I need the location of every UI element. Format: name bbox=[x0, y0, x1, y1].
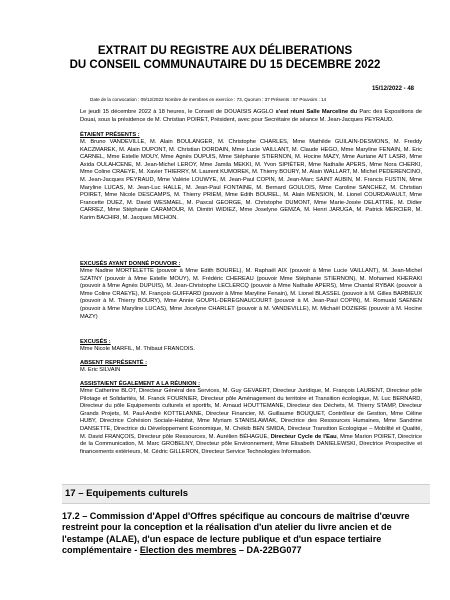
agenda-section-bar bbox=[62, 484, 430, 504]
document-title-line2: DU CONSEIL COMMUNAUTAIRE DU 15 DECEMBRE 2022 bbox=[69, 59, 381, 71]
presents-heading: ÉTAIENT PRÉSENTS : bbox=[80, 132, 140, 138]
convocation-meta: Date de la convocation : 09/12/2022 Nombre de membres en exercice : 73, Quorum : 37 Présents : 57 Pouvoirs : 14 bbox=[90, 97, 327, 102]
intro-paragraph bbox=[80, 109, 422, 124]
intro-text-start: Le jeudi 15 décembre 2022 à 18 heures, le Conseil de DOUAISIS AGGLO bbox=[80, 109, 274, 115]
document-title-line1: EXTRAIT DU REGISTRE AUX DÉLIBERATIONS bbox=[97, 45, 353, 57]
excuses-list: Mme Nicole MARFIL, M. Thibaut FRANCOIS. bbox=[80, 346, 195, 352]
agenda-item-title bbox=[62, 511, 430, 556]
assistaient-list bbox=[80, 388, 422, 456]
agenda-item-code: – DA-22BG077 bbox=[236, 544, 302, 555]
assistaient-heading: ASSISTAIENT ÉGALEMENT A LA RÉUNION : bbox=[80, 381, 200, 387]
excuses-heading: EXCUSÉS : bbox=[80, 339, 111, 345]
pouvoirs-heading: EXCUSÉS AYANT DONNÉ POUVOIR : bbox=[80, 261, 181, 267]
agenda-item-text: 17.2 – Commission d'Appel d'Offres spécifique au concours de maîtrise d'œuvre restreint pour la conception et la réalisation d'un atelier du livre ancien et de l'estampe (ALAE), d'un espace de lecture publique et d'un espace tertiaire complémentaire - bbox=[62, 511, 410, 555]
intro-text-bold: s'est réuni Salle Marceline du bbox=[275, 109, 358, 115]
agenda-section-title: 17 – Equipements culturels bbox=[65, 488, 189, 499]
assistaient-text-start: Mme Catherine BLOT, Directeur Général des Services, M. Guy GEVAERT, Directeur Juridique, M. François LAURENT, Directeur pôle Pilotage et Solidarités, M. Franck FOURNIER, Directeur pôle Aménagement du territoire et Transition écologique, M. Luc BERNARD, Directeur du pôle Equipements culturels et sportifs, M. Arnaud HOUTTEMANE, Directeur des Déchets, M. Thierry STAMP, Directeur Grands Projets, M. Paul-André KOTTELANNE, Directeur Financier, M. Guillaume BOUQUET, Contrôleur de Gestion, Mme Céline HUBY, Directrice Cohésion Sociale-Habitat, Mme Myriam STANISLAWIAK, Directrice des Ressources Humaines, Mme Sandrine DANSETTE, Directrice du Développement Economique, M. Chékib BEN SMIDA, Directeur Transition Ecologique – Mobilité et Qualité, M. David FRANÇOIS, Directeur pôle Ressources, M. Aurélien BÉHAGUE, bbox=[80, 388, 422, 440]
presents-list: M. Bruno VANDEVILLE, M. Alain BOULANGER, M. Christophe CHARLES, Mme Mathilde GUILAIN-DESMONS, M. Freddy KACZMAREK, M. Alain DUPONT, M. Christian DORDAIN, Mme Lucie VAILLANT, M. Claude HEGO, Mme Maryline FENAIN, M. Eric CARNEL, Mme Estelle MOUY, Mme Agnès DUPUIS, Mme Stéphanie STIERNON, M. Hocine MAZY, Mme Auriane AIT LASRI, Mme Axida OULAHCENE, M. Jean-Michel LEROY, Mme Jamila MEKKI, M. Yvon SIPIÉTER, Mme Nathalie APERS, Mme Nora CHERKI, Mme Coline CRAEYE, M. Xavier THIERRY, M. Laurent KUMOREK, M. Thierry BOURY, M. Alain WALLART, M. Michel PEDERENCINO, M. Jean-Jacques PEYRAUD, Mme Valérie LOUWYE, M. Jean-Paul COPIN, M. Jean-Marc SAINT AUBIN, M. Francis FUSTIN, Mme Maryline LUCAS, M. Jean-Luc HALLE, M. Jean-Paul FONTAINE, M. Bernard GOULOIS, Mme Caroline SANCHEZ, M. Christian POIRET, Mme Nicole DESCAMPS, M. Thierry PRIEM, Mme Edith BOUREL, M. Alain MENSION, M. Lionel COURDAVAULT, Mme Francette DUEZ, M. David WESMAEL, M. Pascal GEORGE, M. Christophe DUMONT, Mme Marie-Josée DELATTRE, M. Didier CARREZ, Mme Stéphanie CARAMOUR, M. Dimitri WIDIEZ, Mme Joselyne GEMZA, M. Henri JARUGA, M. Patrick MERCIER, M. Karim BACHIRI, M. Jacques MICHON. bbox=[80, 139, 422, 221]
agenda-item-underlined: Election des membres bbox=[139, 544, 237, 555]
assistaient-text-bold: Directeur Cycle de l'Eau bbox=[270, 433, 337, 440]
intro-text-end: Parc des Expositions de Douai, sous la présidence de M. Christian POIRET, Président, avec pour Secrétaire de séance M. Jean-Jacques PEYRAUD. bbox=[80, 109, 422, 123]
represente-heading: ABSENT REPRÉSENTÉ : bbox=[80, 360, 147, 366]
represente-list: M. Eric SILVAIN bbox=[80, 367, 121, 373]
deliberation-reference: 15/12/2022 - 48 bbox=[371, 86, 414, 92]
pouvoirs-list: Mme Nadine MORTELETTE (pouvoir à Mme Edith BOUREL), M. Raphaël AIX (pouvoir à Mme Lucie VAILLANT), M. Jean-Michel SZATNY (pouvoir à Mme Estelle MOUY), M. Frédéric CHEREAU (pouvoir Mme Stéphanie STIERNON), M. Mohamed KHERAKI (pouvoir à Mme Agnès DUPUIS), M. Jean-Christophe LECLERCQ (pouvoir à Mme Nathalie APERS), Mme Chantal RYBAK (pouvoir à Mme Coline CRAEYE), M. François GUIFFARD (pouvoir à Mme Maryline Fenain), M. Lionel BLASSEL (pouvoir à M. Gilles BARBIEUX (pouvoir à M. Thierry BOURY), Mme Annie GOUPIL-DEREGNAUCOURT (pouvoir à M. Jean-Paul COPIN), M. Romuald SAENEN (pouvoir à Mme Maryline LUCAS), Mme Jocelyne CHARLET (pouvoir à M. VANDEVILLE), M. Michaël DOZIERE (pouvoir à M. Hocine MAZY) bbox=[80, 268, 422, 320]
assistaient-text-end: , Mme Marion POIRET, Directrice de la Communication, M. Marc GROBELNY, Directeur pôle Environnement, Mme Elisabeth DANIELEWSKI, Directrice Prospective et financements extérieurs, M. Cédric GILLERON, Directeur Service Technologies Information. bbox=[80, 433, 423, 455]
